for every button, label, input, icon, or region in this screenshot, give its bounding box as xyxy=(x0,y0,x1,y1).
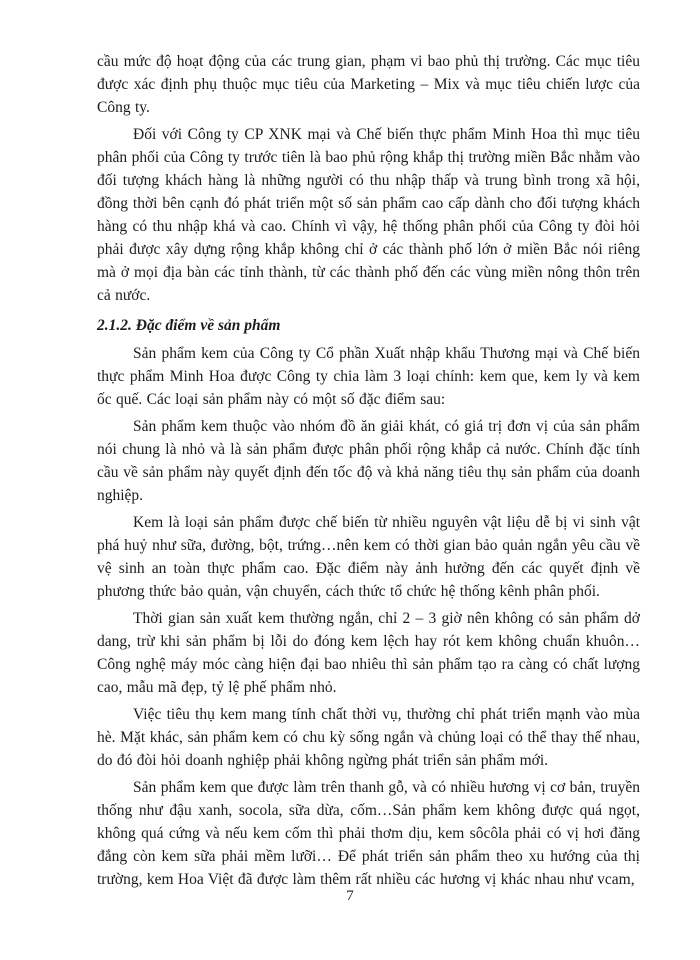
paragraph: Sản phẩm kem của Công ty Cổ phần Xuất nhập khẩu Thương mại và Chế biến thực phẩm Minh Hoa được Công ty chia làm 3 loại chính: kem que, kem ly và kem ốc quế. Các loại sản phẩm này có một số đặc điểm sau: xyxy=(97,345,640,408)
paragraph: Đối với Công ty CP XNK mại và Chế biến thực phẩm Minh Hoa thì mục tiêu phân phối của Công ty trước tiên là bao phủ rộng khắp thị trường miền Bắc nhằm vào đối tượng khách hàng là những người có thu nhập thấp và trung bình trong xã hội, đồng thời bên cạnh đó phát triển một số sản phẩm cao cấp dành cho đối tượng khách hàng có thu nhập khá và cao. Chính vì vậy, hệ thống phân phối của Công ty đòi hỏi phải được xây dựng rộng khắp không chỉ ở các thành phố lớn ở miền Bắc nói riêng mà ở mọi địa bàn các tỉnh thành, từ các thành phố đến các vùng miền nông thôn trên cả nước. xyxy=(97,126,640,304)
section-heading: 2.1.2. Đặc điểm về sản phẩm xyxy=(97,317,281,334)
paragraph: Sản phẩm kem thuộc vào nhóm đồ ăn giải khát, có giá trị đơn vị của sản phẩm nói chung là nhỏ và là sản phẩm được phân phối rộng khắp cả nước. Chính đặc tính cầu về sản phẩm này quyết định đến tốc độ và khả năng tiêu thụ sản phẩm của doanh nghiệp. xyxy=(97,418,640,504)
paragraph: Sản phẩm kem que được làm trên thanh gỗ, và có nhiều hương vị cơ bản, truyền thống như đậu xanh, socola, sữa dừa, cốm…Sản phẩm kem không được quá ngọt, không quá cứng và nếu kem cốm thì phải thơm dịu, kem sôcôla phải có vị hơi đăng đắng còn kem sữa phải mềm lưỡi… Để phát triển sản phẩm theo xu hướng của thị trường, kem Hoa Việt đã được làm thêm rất nhiều các hương vị khác nhau như vcam, xyxy=(97,779,640,888)
page-number: 7 xyxy=(346,888,354,904)
paragraph: Thời gian sản xuất kem thường ngắn, chỉ 2 – 3 giờ nên không có sản phẩm dở dang, trừ khi sản phẩm bị lỗi do đóng kem lệch hay rót kem không chuẩn khuôn…Công nghệ máy móc càng hiện đại bao nhiêu thì sản phẩm tạo ra càng có chất lượng cao, mẫu mã đẹp, tỷ lệ phế phẩm nhỏ. xyxy=(97,610,640,696)
paragraph: Việc tiêu thụ kem mang tính chất thời vụ, thường chỉ phát triển mạnh vào mùa hè. Mặt khác, sản phẩm kem có chu kỳ sống ngắn và chủng loại có thể thay thế nhau, do đó đòi hỏi doanh nghiệp phải không ngừng phát triển sản phẩm mới. xyxy=(97,706,640,769)
paragraph: cầu mức độ hoạt động của các trung gian, phạm vi bao phủ thị trường. Các mục tiêu được xác định phụ thuộc mục tiêu của Marketing – Mix và mục tiêu chiến lược của Công ty. xyxy=(97,53,640,116)
page-content xyxy=(97,50,640,891)
paragraph: Kem là loại sản phẩm được chế biến từ nhiều nguyên vật liệu dễ bị vi sinh vật phá huỷ như sữa, đường, bột, trứng…nên kem có thời gian bảo quản ngắn yêu cầu về vệ sinh an toàn thực phẩm cao. Đặc điểm này ảnh hưởng đến các quyết định về phương thức bảo quản, vận chuyển, cách thức tổ chức hệ thống kênh phân phối. xyxy=(97,514,640,600)
